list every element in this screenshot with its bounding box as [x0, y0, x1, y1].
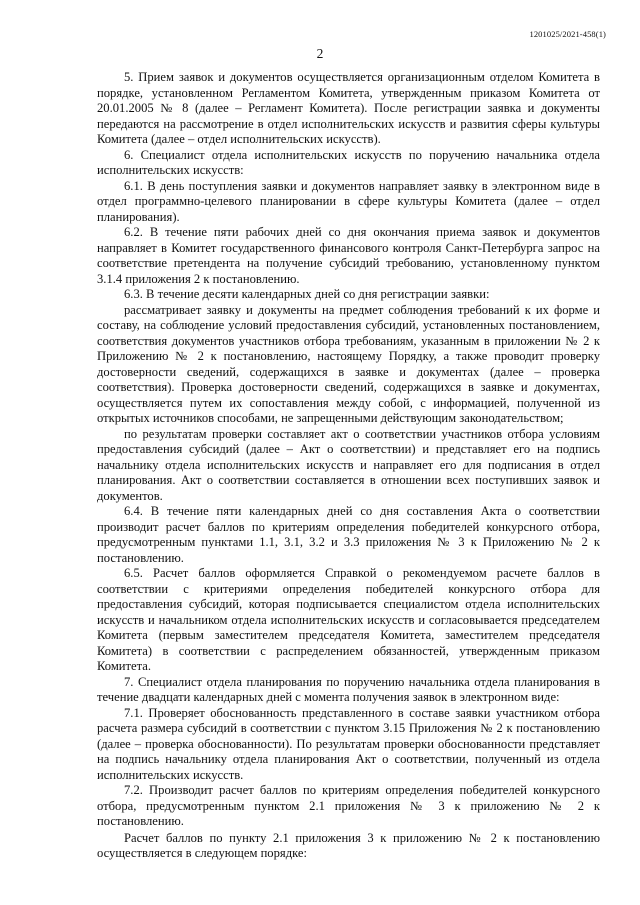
paragraph-6-3-act: по результатам проверки составляет акт о соответствии участников отбора условиям предоставления субсидий (далее – Акт о соответствии) и представляет его на подпись начальнику отдела исполнительских искусств и направляет его для подписания в отдел планирования. Акт о соответствии составляется в отношении всех поступивших заявок и документов. [97, 426, 600, 503]
paragraph-6: 6. Специалист отдела исполнительских искусств по поручению начальника отдела исполнительских искусств: [97, 147, 600, 177]
document-id: 1201025/2021-458(1) [529, 29, 606, 39]
paragraph-7-2: 7.2. Производит расчет баллов по критериям определения победителей конкурсного отбора, предусмотренным пунктом 2.1 приложения № 3 к приложению № 2 к постановлению. [97, 783, 600, 828]
paragraph-6-2: 6.2. В течение пяти рабочих дней со дня окончания приема заявок и документов направляет в Комитет государственного финансового контроля Санкт-Петербурга запрос на соответствие претендента на получение субсидий требованию, установленному пунктом 3.1.4 приложения 2 к постановлению. [97, 225, 600, 286]
paragraph-calculation: Расчет баллов по пункту 2.1 приложения 3 к приложению № 2 к постановлению осуществляется в следующем порядке: [97, 830, 600, 860]
paragraph-6-3: 6.3. В течение десяти календарных дней со дня регистрации заявки: [124, 287, 490, 301]
paragraph-5: 5. Прием заявок и документов осуществляется организационным отделом Комитета в порядке, установленном Регламентом Комитета, утвержденным приказом Комитета от 20.01.2005 № 8 (далее – Регламент Комитета). После регистрации заявка и документы передаются на рассмотрение в отдел исполнительских искусств и развития сферы культуры Комитета (далее – отдел исполнительских искусств). [97, 70, 600, 146]
paragraph-7: 7. Специалист отдела планирования по поручению начальника отдела планирования в течение двадцати календарных дней с момента получения заявок в электронном виде: [97, 674, 600, 704]
paragraph-7-1: 7.1. Проверяет обоснованность представленного в составе заявки участником отбора расчета размера субсидий в соответствии с пунктом 3.15 Приложения № 2 к постановлению (далее – проверка обоснованности). По результатам проверки обоснованности представляет на подпись начальнику отдела планирования Акт о соответствии, полученный из отдела исполнительских искусств. [97, 705, 600, 782]
paragraph-6-1: 6.1. В день поступления заявки и документов направляет заявку в электронном виде в отдел программно-целевого планировании в сфере культуры Комитета (далее – отдел планирования). [97, 178, 600, 224]
paragraph-6-4: 6.4. В течение пяти календарных дней со дня составления Акта о соответствии производит расчет баллов по критериям определения победителей конкурсного отбора, предусмотренным пунктами 1.1, 3.1, 3.2 и 3.3 приложения № 3 к Приложению № 2 к постановлению. [97, 504, 600, 565]
document-body [97, 70, 600, 862]
page-number: 2 [316, 46, 324, 61]
paragraph-6-5: 6.5. Расчет баллов оформляется Справкой о рекомендуемом расчете баллов в соответствии с критериями определения победителей конкурсного отбора для предоставления субсидий, которая подписывается специалистом отдела исполнительских искусств и начальником отдела исполнительских искусств и согласовывается председателем Комитета (первым заместителем председателя Комитета, заместителем председателя Комитета) в соответствии с распределением обязанностей, утвержденным приказом Комитета. [97, 566, 600, 673]
paragraph-6-3-review: рассматривает заявку и документы на предмет соблюдения требований к их форме и составу, на соблюдение условий предоставления субсидий, установленных постановлением, соответствия документов участников отбора требованиям, указанным в приложении № 2 к Приложению № 2 к постановлению, настоящему Порядку, а также проводит проверку достоверности сведений, содержащихся в заявке и документах (далее – проверка соответствия). Проверка достоверности сведений, содержащихся в заявке и документах, осуществляется путем их сопоставления между собой, с информацией, полученной из открытых источников способами, не запрещенными действующим законодательством; [97, 302, 600, 425]
